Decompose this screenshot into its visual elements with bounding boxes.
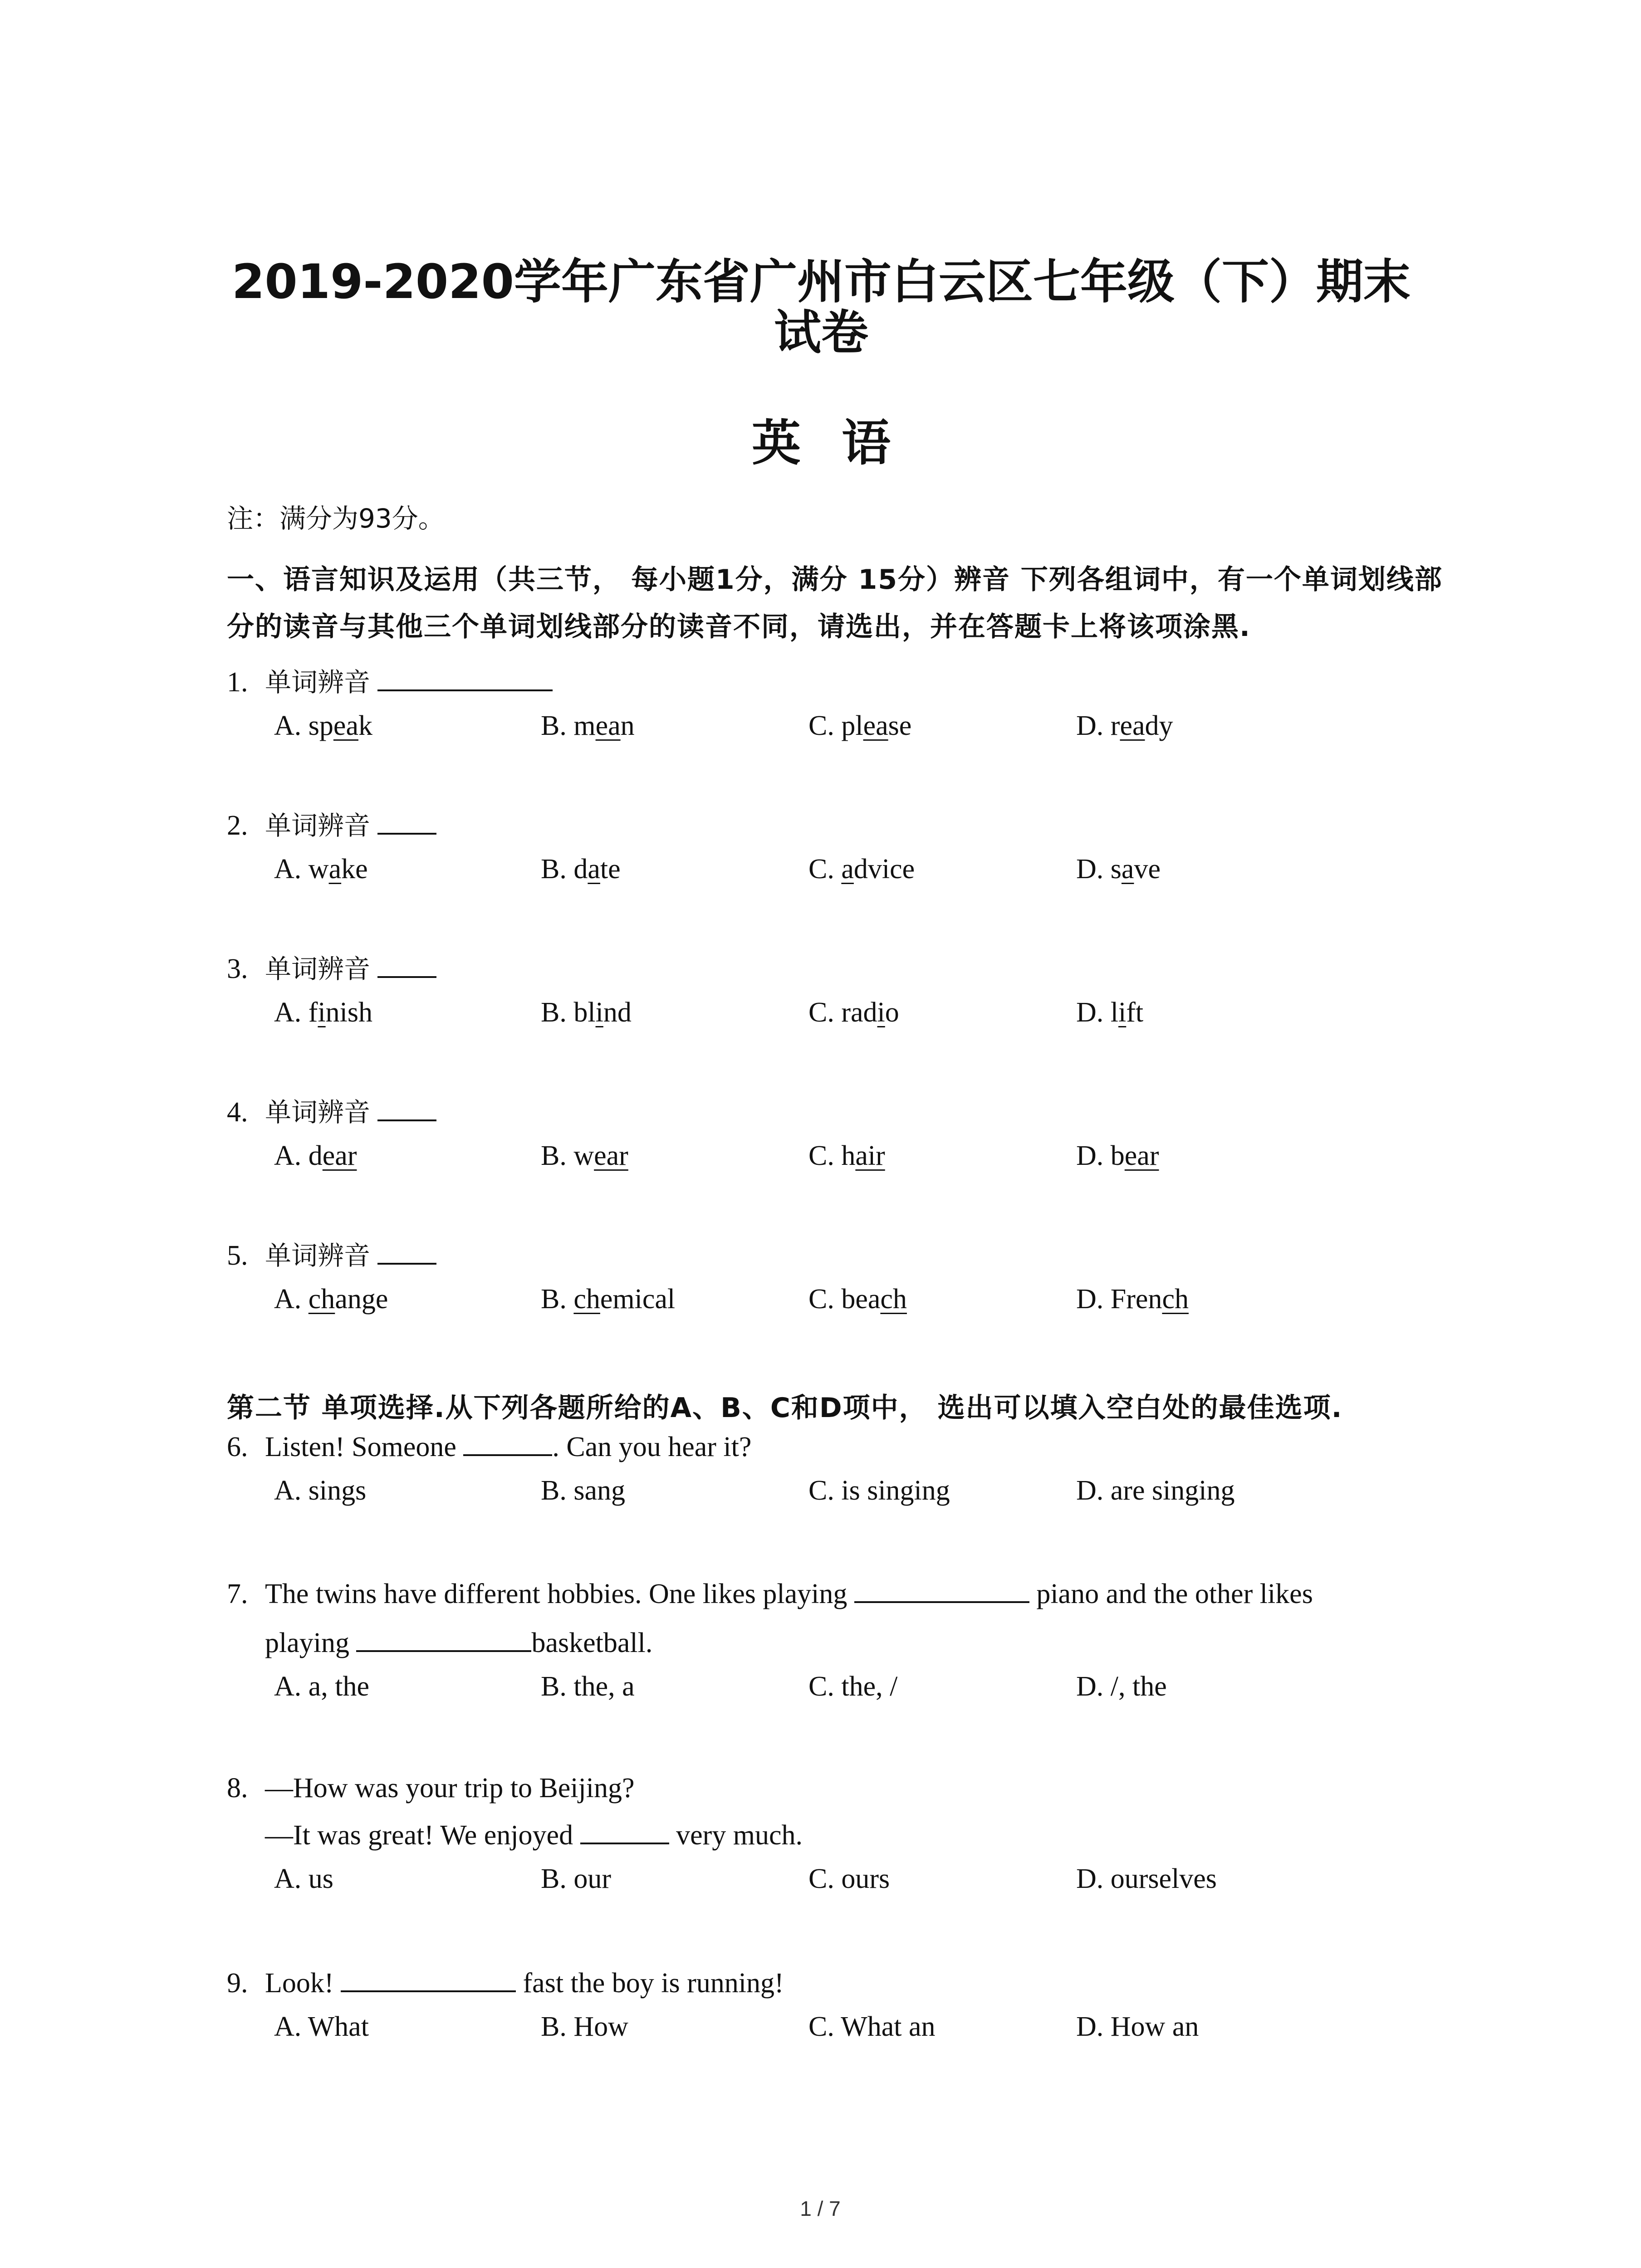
option-d: D. bear [1076, 1140, 1159, 1171]
answer-blank [377, 807, 436, 835]
option-b: B. our [541, 1863, 611, 1894]
subject-heading: 英语 [751, 415, 931, 472]
option-c: C. beach [808, 1284, 907, 1315]
option-d: D. save [1076, 854, 1161, 885]
question-number: 1. [227, 667, 248, 698]
option-b: B. chemical [541, 1284, 676, 1315]
underlined-letters: air [855, 1140, 885, 1171]
answer-blank [341, 1964, 516, 1992]
question-number: 3. [227, 953, 248, 984]
option-a: A. change [274, 1284, 388, 1315]
question-8-continued: —It was great! We enjoyed very much. [265, 1816, 803, 1853]
option-c: C. radio [808, 997, 899, 1028]
option-b: B. wear [541, 1140, 628, 1171]
question-5 [227, 1237, 1479, 1273]
question-2 [227, 807, 1479, 843]
underlined-letters: a [841, 854, 854, 885]
underlined-letters: i [1118, 997, 1127, 1028]
option-d: D. French [1076, 1284, 1189, 1315]
question-stem: 单词辨音 [265, 953, 371, 984]
option-a: A. wake [274, 854, 368, 885]
option-a: A. speak [274, 710, 372, 741]
question-7-continued: playing basketball. [265, 1624, 652, 1660]
underlined-letters: i [318, 997, 326, 1028]
underlined-letters: a [588, 854, 600, 885]
option-c: C. ours [808, 1863, 890, 1894]
option-c: C. advice [808, 854, 915, 885]
score-note: 注：满分为93分。 [227, 503, 445, 534]
question-stem: 单词辨音 [265, 667, 371, 698]
underlined-letters: a [328, 854, 342, 885]
option-b: B. date [541, 854, 621, 885]
option-a: A. dear [274, 1140, 357, 1171]
option-b: B. mean [541, 710, 635, 741]
underlined-letters: ear [594, 1140, 628, 1171]
option-c: C. What an [808, 2011, 936, 2042]
option-b: B. sang [541, 1475, 625, 1506]
option-a: A. us [274, 1863, 333, 1894]
question-6: 6. Listen! Someone . Can you hear it? [227, 1428, 1479, 1464]
question-number: 2. [227, 810, 248, 841]
underlined-letters: ea [333, 710, 358, 741]
answer-blank [356, 1624, 531, 1652]
option-a: A. What [274, 2011, 369, 2042]
underlined-letters: ear [1124, 1140, 1159, 1171]
answer-blank [463, 1428, 552, 1456]
option-c: C. hair [808, 1140, 885, 1171]
option-c: C. is singing [808, 1475, 950, 1506]
underlined-letters: i [877, 997, 885, 1028]
underlined-letters: ch [1162, 1284, 1189, 1315]
option-b: B. How [541, 2011, 628, 2042]
option-d: D. ourselves [1076, 1863, 1217, 1894]
underlined-letters: ea [863, 710, 888, 741]
underlined-letters: i [595, 997, 603, 1028]
question-stem: 单词辨音 [265, 1240, 371, 1271]
option-c: C. the, / [808, 1671, 898, 1702]
underlined-letters: ch [573, 1284, 600, 1315]
option-a: A. finish [274, 997, 373, 1028]
underlined-letters: a [1121, 854, 1134, 885]
underlined-letters: ea [595, 710, 621, 741]
question-3 [227, 950, 1479, 986]
question-7: 7. The twins have different hobbies. One likes playing piano and the other likes [227, 1575, 1479, 1611]
page-number: 1 / 7 [800, 2197, 841, 2220]
option-d: D. lift [1076, 997, 1144, 1028]
exam-title-continued: 试卷 [774, 305, 868, 360]
option-b: B. the, a [541, 1671, 635, 1702]
answer-blank [377, 1093, 436, 1121]
underlined-letters: ear [322, 1140, 357, 1171]
question-4 [227, 1093, 1479, 1129]
question-number: 4. [227, 1097, 248, 1128]
answer-blank [377, 1237, 436, 1265]
underlined-letters: ch [308, 1284, 335, 1315]
answer-blank [377, 663, 553, 691]
option-b: B. blind [541, 997, 632, 1028]
question-number: 8. [227, 1773, 248, 1804]
answer-blank [580, 1816, 669, 1844]
question-1 [227, 663, 1479, 699]
option-d: D. ready [1076, 710, 1173, 741]
question-stem: 单词辨音 [265, 810, 371, 841]
option-d: D. How an [1076, 2011, 1199, 2042]
option-a: A. a, the [274, 1671, 370, 1702]
option-d: D. are singing [1076, 1475, 1235, 1506]
question-number: 6. [227, 1432, 248, 1462]
question-8: 8. —How was your trip to Beijing? [227, 1771, 1479, 1805]
question-stem: 单词辨音 [265, 1097, 371, 1128]
question-number: 7. [227, 1579, 248, 1609]
underlined-letters: ch [880, 1284, 907, 1315]
section-two-heading: 第二节 单项选择.从下列各题所给的A、B、C和D项中， 选出可以填入空白处的最佳选项. [227, 1392, 1343, 1424]
question-number: 5. [227, 1240, 248, 1271]
option-d: D. /, the [1076, 1671, 1167, 1702]
underlined-letters: ea [1120, 710, 1145, 741]
question-9: 9. Look! fast the boy is running! [227, 1964, 1479, 2000]
exam-title: 2019-2020学年广东省广州市白云区七年级（下）期末 [231, 254, 1411, 309]
option-a: A. sings [274, 1475, 367, 1506]
question-number: 9. [227, 1968, 248, 1999]
answer-blank [854, 1575, 1029, 1603]
answer-blank [377, 950, 436, 978]
option-c: C. please [808, 710, 912, 741]
section-one-heading: 一、语言知识及运用（共三节， 每小题1分，满分 15分）辨音 下列各组词中，有一个单词划线部分的读音与其他三个单词划线部分的读音不同，请选出，并在答题卡上将该项涂黑. [227, 564, 1443, 643]
